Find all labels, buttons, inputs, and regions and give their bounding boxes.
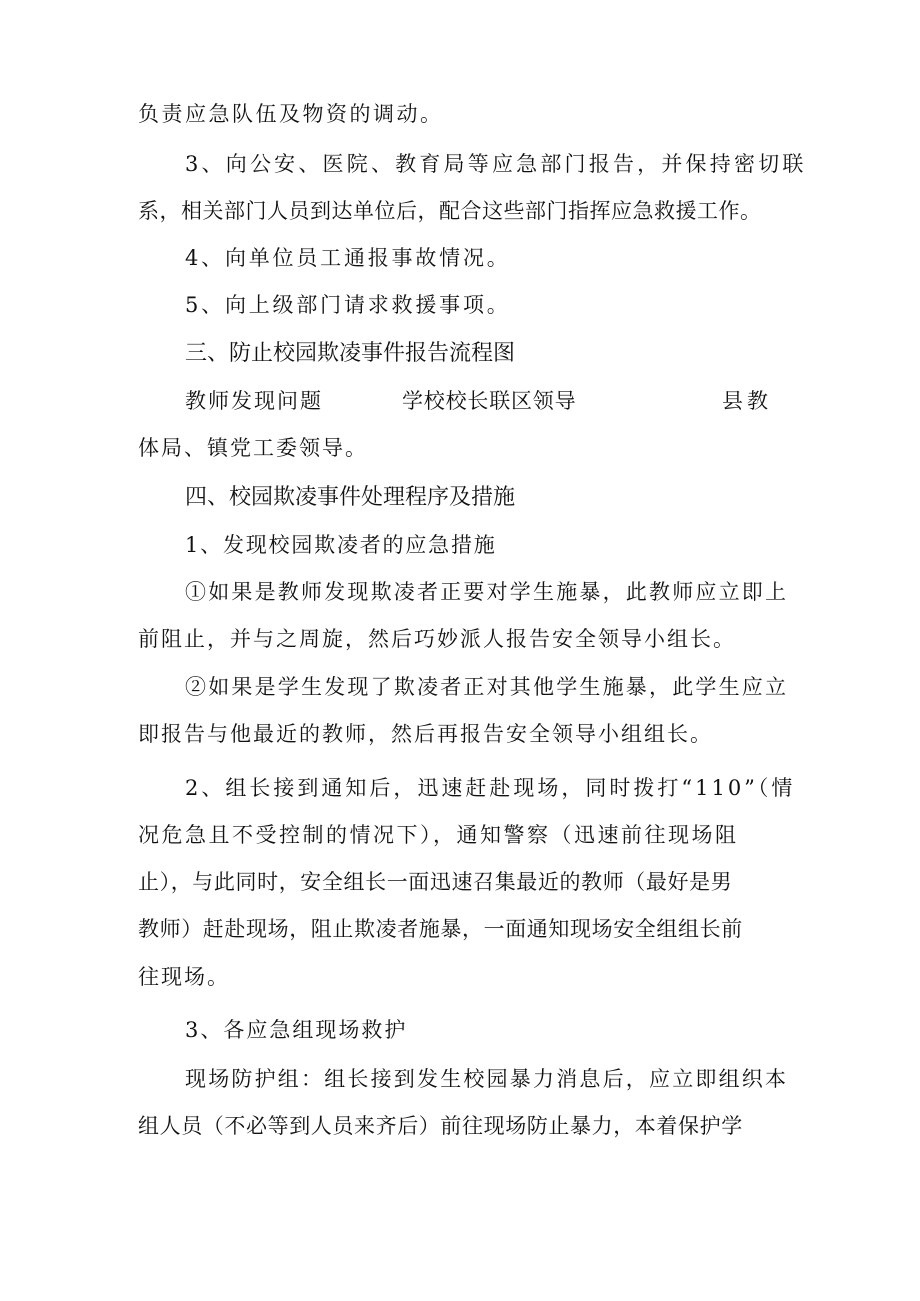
paragraph-line: 体局、镇党工委领导。 bbox=[138, 436, 368, 460]
list-item-2-line: 2、组长接到通知后，迅速赶赴现场，同时拨打“110”（情 bbox=[185, 776, 796, 800]
paragraph-line: 负责应急队伍及物资的调动。 bbox=[138, 102, 444, 126]
paragraph-line: 即报告与他最近的教师，然后再报告安全领导小组组长。 bbox=[138, 722, 713, 746]
list-item-5: 5、向上级部门请求救援事项。 bbox=[185, 293, 511, 317]
flow-step-principal: 学校校长联区领导 bbox=[402, 389, 577, 413]
paragraph-line: 组人员（不必等到人员来齐后）前往现场防止暴力，本着保护学 bbox=[138, 1114, 743, 1138]
paragraph-line: 况危急且不受控制的情况下），通知警察（迅速前往现场阻 bbox=[138, 823, 739, 847]
flow-step-teacher: 教师发现问题 bbox=[185, 389, 323, 413]
paragraph-line: 现场防护组：组长接到发生校园暴力消息后，应立即组织本 bbox=[185, 1067, 789, 1091]
section-heading-3: 三、防止校园欺凌事件报告流程图 bbox=[185, 341, 516, 366]
paragraph-line: ①如果是教师发现欺凌者正要对学生施暴，此教师应立即上 bbox=[185, 580, 789, 604]
list-item-4: 4、向单位员工通报事故情况。 bbox=[185, 246, 511, 270]
paragraph-line: 系，相关部门人员到达单位后，配合这些部门指挥应急救援工作。 bbox=[138, 199, 762, 223]
paragraph-line: 前阻止，并与之周旋，然后巧妙派人报告安全领导小组长。 bbox=[138, 627, 736, 651]
paragraph-line: 教师）赶赴现场，阻止欺凌者施暴，一面通知现场安全组组长前 bbox=[138, 917, 743, 941]
paragraph-line: ②如果是学生发现了欺凌者正对其他学生施暴，此学生应立 bbox=[185, 675, 789, 699]
subsection-heading-3: 3、各应急组现场救护 bbox=[185, 1018, 408, 1042]
paragraph-line: 止），与此同时，安全组长一面迅速召集最近的教师（最好是男 bbox=[138, 870, 733, 894]
subsection-heading-1: 1、发现校园欺凌者的应急措施 bbox=[185, 533, 497, 557]
paragraph-line: 往现场。 bbox=[138, 965, 230, 989]
list-item-3-line: 3、向公安、医院、教育局等应急部门报告，并保持密切联 bbox=[185, 152, 807, 176]
section-heading-4: 四、校园欺凌事件处理程序及措施 bbox=[185, 485, 516, 510]
flow-step-county: 县教 bbox=[722, 389, 772, 413]
